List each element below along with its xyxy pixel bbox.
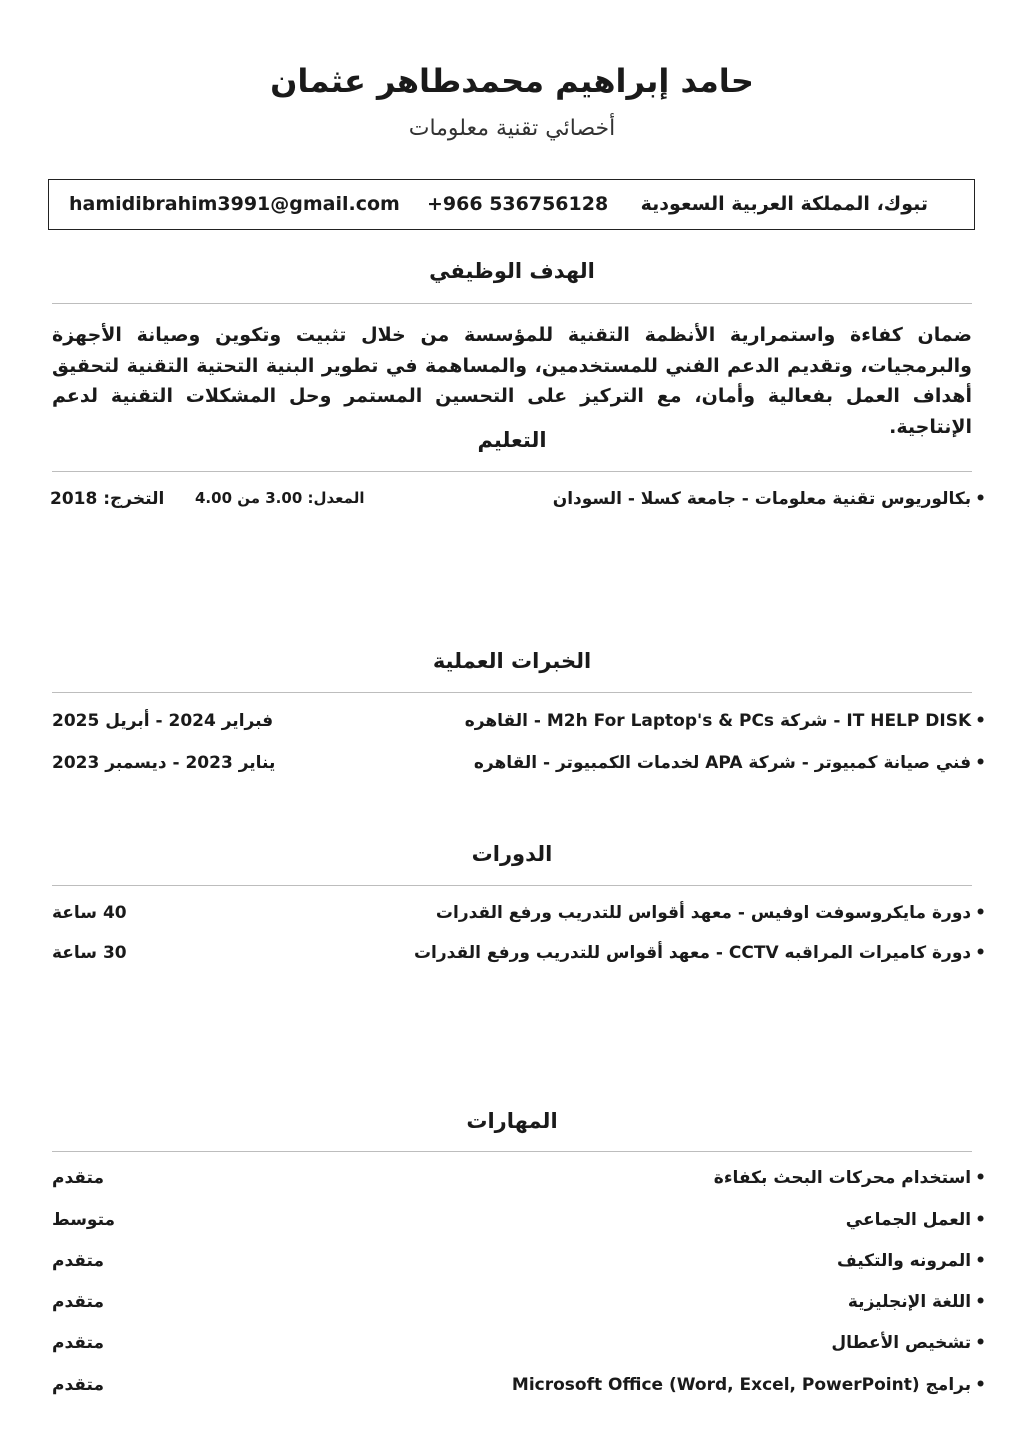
skill-item — [846, 1210, 986, 1230]
job-title: أخصائي تقنية معلومات — [408, 116, 616, 141]
education-heading: التعليم — [477, 428, 547, 452]
objective-text: ضمان كفاءة واستمرارية الأنظمة التقنية للمؤسسة من خلال تثبيت وتكوين وصيانة الأجهزة والبرمجيات، وتقديم الدعم الفني للمستخدمين، والمساهمة في تطوير البنية التحتية التقنية لتحقيق أهداف العمل بفعالية وأمان، مع التركيز على التحسين المستمر وحل المشكلات التقنية لدعم الإنتاجية. — [52, 324, 972, 438]
gpa-text: المعدل: 3.00 من 4.00 — [195, 489, 365, 507]
experience-divider — [52, 692, 972, 693]
skill-name: اللغة الإنجليزية — [847, 1292, 972, 1312]
bullet: • — [975, 753, 986, 773]
skill-item — [512, 1375, 986, 1395]
skill-name: المرونه والتكيف — [836, 1251, 972, 1271]
phone-text: +966 536756128 — [427, 193, 609, 215]
skill-name: تشخيص الأعطال — [831, 1333, 972, 1353]
graduation-text: التخرج: 2018 — [50, 489, 165, 509]
education-divider — [52, 471, 972, 472]
experience-period: فبراير 2024 - أبريل 2025 — [52, 711, 274, 731]
degree-text: بكالوريوس تقنية معلومات - جامعة كسلا - السودان — [552, 489, 972, 509]
skill-level: متقدم — [52, 1375, 104, 1395]
experience-role: IT HELP DISK - شركة M2h For Laptop's & PCs - القاهره — [464, 711, 972, 731]
skill-item — [848, 1292, 986, 1312]
course-name: دورة مايكروسوفت اوفيس - معهد أقواس للتدريب ورفع القدرات — [435, 903, 972, 923]
bullet: • — [975, 711, 986, 731]
bullet: • — [975, 1210, 986, 1230]
bullet: • — [975, 1292, 986, 1312]
bullet: • — [975, 1333, 986, 1353]
bullet: • — [975, 1251, 986, 1271]
experience-period: يناير 2023 - ديسمبر 2023 — [52, 753, 276, 773]
bullet: • — [975, 1168, 986, 1188]
bullet: • — [975, 943, 986, 963]
skill-name: برامج (Microsoft Office (Word, Excel, PowerPoint — [511, 1375, 972, 1395]
skill-item — [831, 1333, 986, 1353]
course-hours: 40 ساعة — [52, 903, 127, 923]
course-name: دورة كاميرات المراقبه CCTV - معهد أقواس للتدريب ورفع القدرات — [413, 943, 972, 963]
experience-item — [474, 753, 986, 773]
skill-level: متقدم — [52, 1292, 104, 1312]
bullet: • — [975, 489, 986, 509]
skill-name: استخدام محركات البحث بكفاءة — [713, 1168, 972, 1188]
course-item — [414, 943, 986, 963]
skill-level: متقدم — [52, 1251, 104, 1271]
objective-heading: الهدف الوظيفي — [429, 259, 595, 283]
email-text: hamidibrahim3991@gmail.com — [69, 193, 400, 215]
courses-heading: الدورات — [471, 842, 553, 866]
objective-divider — [52, 303, 972, 304]
skill-name: العمل الجماعي — [845, 1210, 972, 1230]
skills-heading: المهارات — [466, 1109, 558, 1133]
experience-item — [465, 711, 986, 731]
experience-role: فني صيانة كمبيوتر - شركة APA لخدمات الكمبيوتر - القاهره — [473, 753, 972, 773]
skills-divider — [52, 1151, 972, 1152]
contact-box — [48, 179, 975, 230]
bullet: • — [975, 903, 986, 923]
bullet: • — [975, 1375, 986, 1395]
skill-item — [837, 1251, 986, 1271]
skill-level: متوسط — [52, 1210, 116, 1230]
skill-level: متقدم — [52, 1333, 104, 1353]
skill-level: متقدم — [52, 1168, 104, 1188]
skill-item — [714, 1168, 986, 1188]
course-item — [436, 903, 986, 923]
course-hours: 30 ساعة — [52, 943, 127, 963]
courses-divider — [52, 885, 972, 886]
location-text: تبوك، المملكة العربية السعودية — [640, 193, 928, 215]
education-item — [553, 489, 986, 509]
experience-heading: الخبرات العملية — [432, 649, 592, 673]
candidate-name: حامد إبراهيم محمدطاهر عثمان — [270, 62, 754, 100]
